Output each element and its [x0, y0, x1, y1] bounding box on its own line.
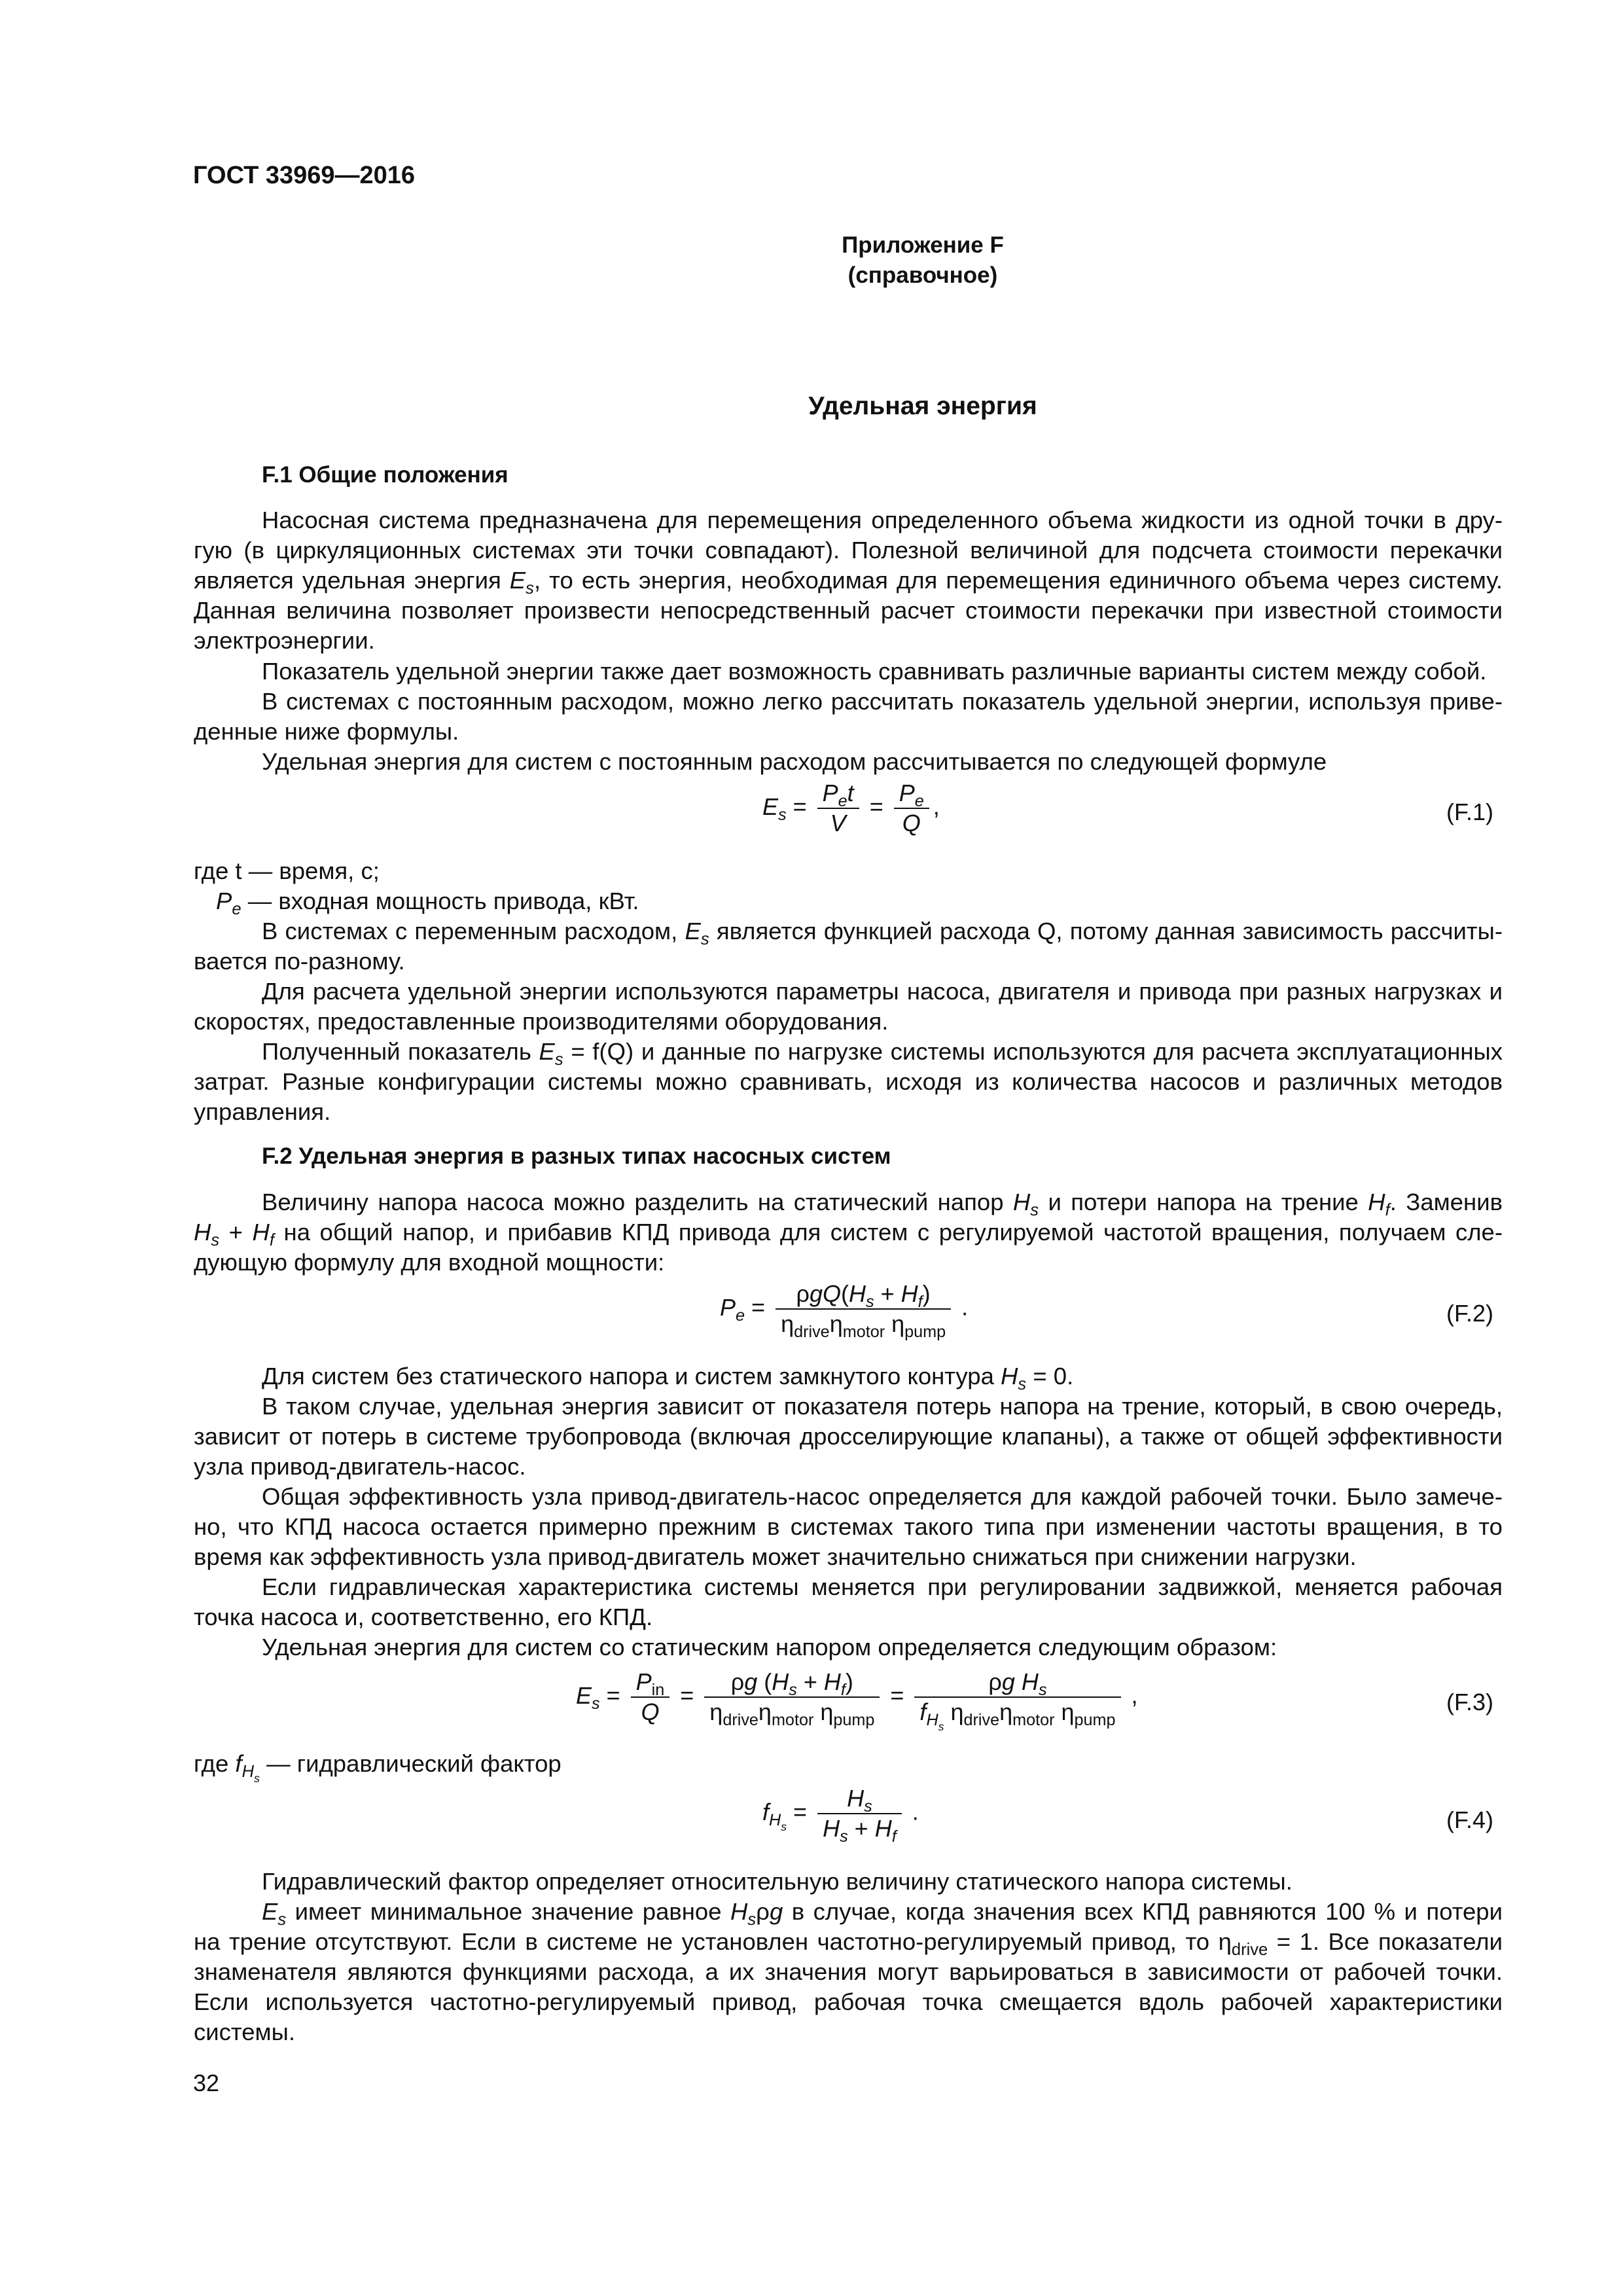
paragraph: Полученный показатель $E_s = f(Q)$ и данные по нагрузке системы используются для расчета эксплуатационных затрат. Разные конфигурации системы можно сравнивать, исходя из количества насосов и различных методов управления.: [194, 1038, 1503, 1125]
paragraph: Если гидравлическая характеристика системы меняется при регулировании задвижкой, меняется рабочая точка насоса и, соответственно, его КПД.: [194, 1573, 1503, 1630]
paragraph: Показатель удельной энергии также дает возможность сравнивать различные варианты систем между собой.: [262, 658, 1487, 685]
formula-f3: $E_s$ = $\frac{P_{in}}{Q}$ = $\frac{\rho g (H_s + H_f)}{\eta_{drive}\eta_{motor} \eta_{pump}}$ = $\frac{\rho g H_s}{f_{H_s} \eta_{drive}\eta_{motor} \eta_{pump}}$ ,: [576, 1668, 1138, 1733]
formula-number: (F.3): [1446, 1689, 1493, 1715]
appendix-label: Приложение F: [842, 232, 1004, 258]
formula-f1: $E_s$ = $\frac{P_et}{V}$ = $\frac{P_e}{Q}$ ,: [762, 780, 940, 836]
section-heading-f2: F.2 Удельная энергия в разных типах насосных систем: [262, 1143, 891, 1169]
page-number: 32: [193, 2070, 220, 2096]
variable-definition: где $f_{H_s}$ — гидравлический фактор: [194, 1750, 562, 1785]
paragraph: Для систем без статического напора и систем замкнутого контура $H_s = 0$.: [262, 1363, 1074, 1393]
formula-f4: $f_{H_s}$ = $\frac{H_s}{H_s + H_f}$ .: [762, 1785, 919, 1846]
paragraph: Удельная энергия для систем с постоянным расходом рассчитывается по следующей формуле: [262, 748, 1327, 775]
paragraph: Величину напора насоса можно разделить на статический напор $H_s$ и потери напора на трение $H_f$. Заменив $H_s + H_f$ на общий напор, и прибавив КПД привода для систем с регулируемой частотой вращения, получаем сле- дующую формулу для входной мощности:: [194, 1189, 1503, 1276]
paragraph: В таком случае, удельная энергия зависит от показателя потерь напора на трение, который, в свою очередь, зависит от потерь в системе трубопровода (включая дросселирующие клапаны), а также от общей эффективности узла привод-двигатель-насос.: [194, 1393, 1503, 1480]
paragraph: $E_s$ имеет минимальное значение равное $H_s\rho g$ в случае, когда значения всех КПД равняются 100 % и потери на трение отсутствуют. Если в системе не установлен частотно-регулируемый привод, то $\eta_{drive} = 1$. Все показатели знаменателя являются функциями расхода, а их значения могут варьироваться в зависимости от рабочей точки. Если используется частотно-регулируемый привод, рабочая точка смещается вдоль рабочей характеристики системы.: [194, 1898, 1503, 2045]
formula-number: (F.2): [1446, 1300, 1493, 1327]
formula-f2: $P_e$ = $\frac{\rho gQ(H_s + H_f)}{\eta_{drive}\eta_{motor} \eta_{pump}}$ .: [720, 1280, 969, 1341]
paragraph: В системах с постоянным расходом, можно легко рассчитать показатель удельной энергии, используя приве- денные ниже формулы.: [194, 688, 1503, 745]
paragraph: В системах с переменным расходом, $E_s$ является функцией расхода Q, потому данная зависимость рассчиты- вается по-разному.: [194, 918, 1503, 975]
document-header: ГОСТ 33969—2016: [193, 162, 416, 189]
appendix-kind: (справочное): [847, 262, 998, 288]
paragraph: Гидравлический фактор определяет относительную величину статического напора системы.: [262, 1868, 1293, 1895]
paragraph: Для расчета удельной энергии используются параметры насоса, двигателя и привода при разных нагрузках и скоростях, предоставленные производителями оборудования.: [194, 978, 1503, 1035]
paragraph: Удельная энергия для систем со статическим напором определяется следующим образом:: [262, 1634, 1277, 1660]
variable-definition: где t — время, с;: [194, 857, 380, 884]
appendix-title: Удельная энергия: [808, 392, 1037, 420]
formula-number: (F.4): [1446, 1806, 1493, 1833]
paragraph: Насосная система предназначена для перемещения определенного объема жидкости из одной точки в дру- гую (в циркуляционных системах эти точки совпадают). Полезной величиной для подсчета стоимости перекачки является удельная энергия $E_s$, то есть энергия, необходимая для перемещения единичного объема через систему. Данная величина позволяет произвести непосредственный расчет стоимости перекачки при известной стоимости электроэнергии.: [194, 507, 1503, 654]
formula-number: (F.1): [1446, 798, 1493, 825]
section-heading-f1: F.1 Общие положения: [262, 462, 508, 488]
variable-definition: $P_e$ — входная мощность привода, кВт.: [216, 888, 639, 918]
paragraph: Общая эффективность узла привод-двигатель-насос определяется для каждой рабочей точки. Было замече- но, что КПД насоса остается примерно прежним в системах такого типа при изменении частоты вращения, в то время как эффективность узла привод-двигатель может значительно снижаться при снижении нагрузки.: [194, 1483, 1503, 1570]
